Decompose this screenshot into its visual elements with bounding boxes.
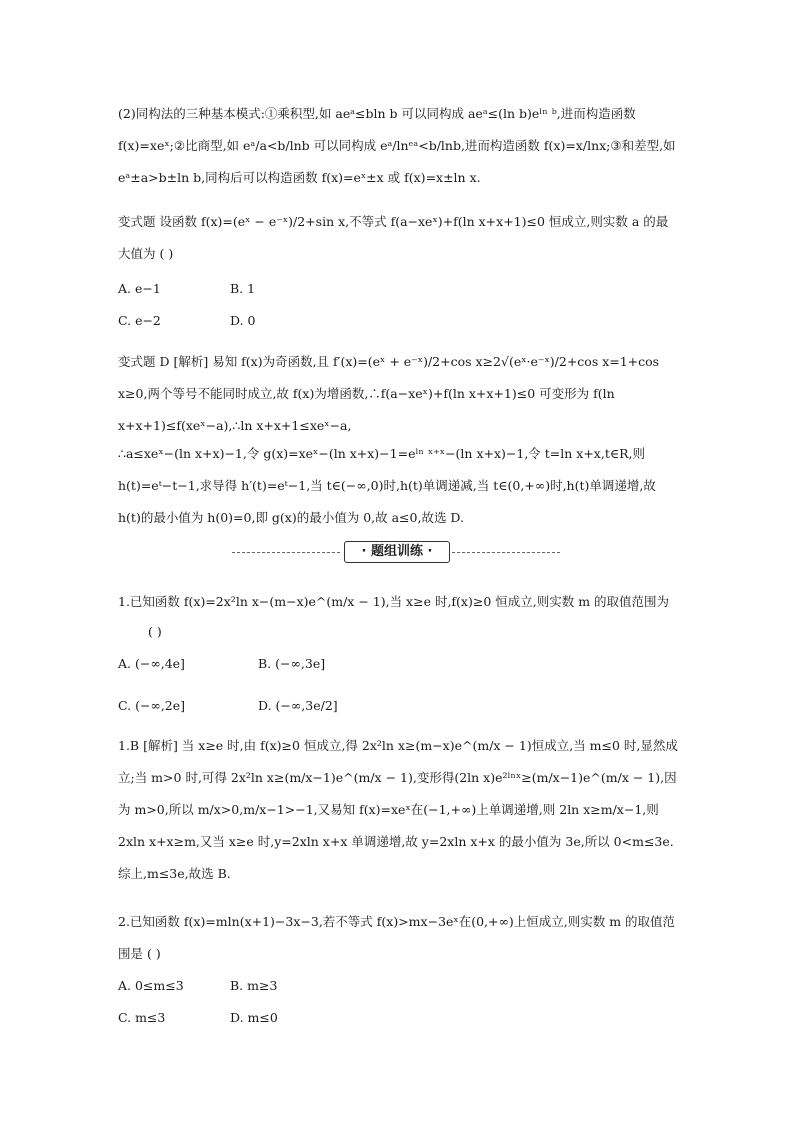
q2-option-d: D. m≤0 bbox=[230, 1010, 278, 1025]
q1-question: 1.已知函数 f(x)=2x²ln x−(m−x)e^(m/x − 1),当 x≥e 时,f(x)≥0 恒成立,则实数 m 的取值范围为 bbox=[118, 594, 670, 609]
variant-solution: 变式题 D [解析] 易知 f(x)为奇函数,且 f′(x)=(eˣ + e⁻ˣ)/2+cos x≥2√(eˣ·e⁻ˣ)/2+cos x=1+cos x≥0,两个等号不能同时成立,故 f(x)为增函数,∴f(a−xeˣ)+f(ln x+x+1)≤0 可变形为 f(ln x+x+1)≤f(xeˣ−a),∴ln x+x+1≤xeˣ−a, bbox=[118, 354, 660, 433]
q2-question: 2.已知函数 f(x)=mln(x+1)−3x−3,若不等式 f(x)>mx−3eˣ在(0,+∞)上恒成立,则实数 m 的取值范围是 ( ) bbox=[118, 914, 676, 961]
q1-answer-paren: ( ) bbox=[148, 624, 162, 639]
q1-solution: 1.B [解析] 当 x≥e 时,由 f(x)≥0 恒成立,得 2x²ln x≥(m−x)e^(m/x − 1)恒成立,当 m≤0 时,显然成立;当 m>0 时,可得 2x²ln x≥(m/x−1)e^(m/x − 1),变形得(2ln x)e²ˡⁿˣ≥(m/x−1)e^(m/x − 1),因为 m>0,所以 m/x>0,m/x−1>−1,又易知 f(x)=xeˣ在(−1,+∞)上单调递增,则 2ln x≥m/x−1,则 2xln x+x≥m,又当 x≥e 时,y=2xln x+x 单调递增,故 y=2xln x+x 的最小值为 3e,所以 0<m≤3e.综上,m≤3e,故选 B. bbox=[118, 738, 678, 881]
q1-option-c: C. (−∞,2e] bbox=[118, 698, 186, 713]
q2-option-c: C. m≤3 bbox=[118, 1010, 166, 1025]
variant-option-d: D. 0 bbox=[230, 313, 256, 328]
banner-title: · 题组训练 · bbox=[344, 541, 450, 563]
q1-option-a: A. (−∞,4e] bbox=[118, 656, 185, 671]
variant-option-c: C. e−2 bbox=[118, 313, 161, 328]
intro-paragraph: (2)同构法的三种基本模式:①乘积型,如 aeᵃ≤bln b 可以同构成 aeᵃ≤(ln b)eˡⁿ ᵇ,进而构造函数 f(x)=xeˣ;②比商型,如 eᵃ/a<b/lnb 可以同构成 eᵃ/lnᵉᵃ<b/lnb,进而构造函数 f(x)=x/lnx;③和差型,如 eᵃ±a>b±ln b,同构后可以构造函数 f(x)=eˣ±x 或 f(x)=x±ln x. bbox=[118, 106, 676, 185]
section-banner bbox=[232, 541, 560, 563]
q1-option-b: B. (−∞,3e] bbox=[258, 656, 326, 671]
variant-question: 变式题 设函数 f(x)=(eˣ − e⁻ˣ)/2+sin x,不等式 f(a−xeˣ)+f(ln x+x+1)≤0 恒成立,则实数 a 的最大值为 ( ) bbox=[118, 214, 669, 261]
variant-option-a: A. e−1 bbox=[118, 281, 161, 296]
banner-rule-left bbox=[232, 552, 340, 553]
variant-option-b: B. 1 bbox=[230, 281, 256, 296]
q2-option-b: B. m≥3 bbox=[230, 978, 278, 993]
variant-solution-continued: ∴a≤xeˣ−(ln x+x)−1,令 g(x)=xeˣ−(ln x+x)−1=eˡⁿ ˣ⁺ˣ−(ln x+x)−1,令 t=ln x+x,t∈R,则 h(t)=eᵗ−t−1,求导得 h′(t)=eᵗ−1,当 t∈(−∞,0)时,h(t)单调递减,当 t∈(0,+∞)时,h(t)单调递增,故 h(t)的最小值为 h(0)=0,即 g(x)的最小值为 0,故 a≤0,故选 D. bbox=[118, 446, 656, 525]
q2-option-a: A. 0≤m≤3 bbox=[118, 978, 184, 993]
banner-rule-right bbox=[452, 552, 560, 553]
q1-option-d: D. (−∞,3e/2] bbox=[258, 698, 338, 713]
